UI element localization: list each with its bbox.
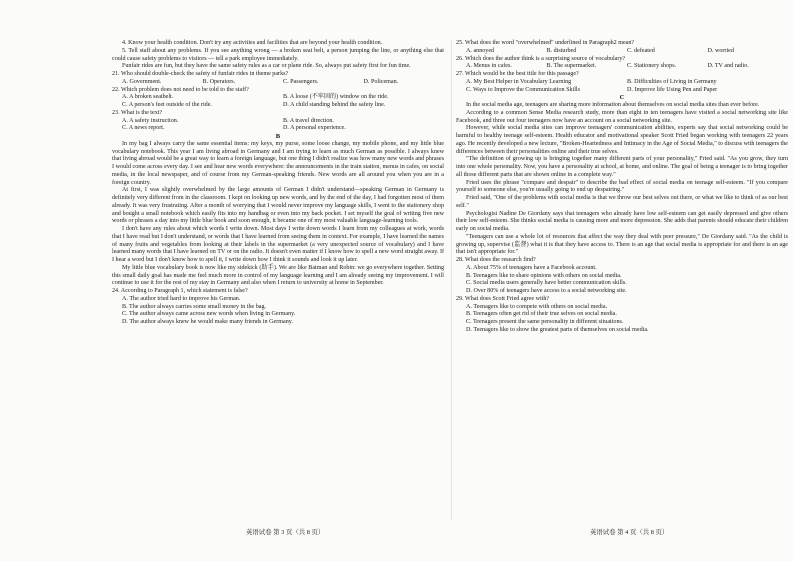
answer-option: D. worried: [707, 47, 734, 54]
answer-option: C. A news report.: [122, 125, 165, 132]
paragraph: My little blue vocabulary book is now like my sidekick (助手). We are like Batman and Robin: we go everywhere together. Setting this small daily goal has made me feel much more in control of my language learning and I am already seeing my improvement. I will continue to use it for the rest of my stay in Germany and also when I return to university at home in September.: [112, 264, 444, 287]
answer-option: A. Menus in cafes.: [466, 63, 512, 70]
question: 28. What does the research find?: [456, 257, 536, 263]
answer-option: B. The author always carries some small money in the bag.: [122, 303, 267, 310]
paragraph: At first, I was slightly overwhelmed by the large amounts of German I didn't understand—speaking German in Germany is definitely very different from in the classroom. I kept on looking up new words, and by the end of the day, I had forgotten most of them already. It was very frustrating. After a month of worrying that I would never improve my language skills, I went to the stationery shop and bought a small notebook which easily fits into my handbag or even into my back pocket. I set myself the goal of writing five new words or phrases a day into my little blue book and soon enough, it became one of my most valuable language-learning tools.: [112, 187, 444, 225]
answer-options: [456, 48, 788, 56]
question: 24. According to Paragraph 1, which statement is false?: [112, 288, 248, 294]
answer-option: A. About 75% of teenagers have a Facebook account.: [466, 264, 597, 271]
answer-options: [456, 63, 788, 71]
paragraph: I don't have any rules about which words I write down. Most days I write down words I learn from my colleagues at work, words that I have read but I don't understand, or words that I have learned from seeing them in context. For example, I have learned the names of many fruits and vegetables from looking at their labels in the supermarket (a very unexpected source of vocabulary) and I have learned many words that I have learned on TV or on the radio. It doesn't even matter if I know how to spell a new word straight away. If I hear a word but I don't know how to spell it, I write down how I think it sounds and look it up later.: [112, 226, 444, 263]
answer-option: B. The supermarket.: [546, 63, 597, 70]
answer-option: C. Stationery shops.: [627, 63, 677, 70]
page-divider: [451, 40, 452, 520]
answer-option: A. Teenagers like to compete with others on social media.: [466, 303, 608, 310]
page-4-column: [456, 40, 788, 335]
answer-options: [112, 125, 444, 133]
question: 23. What is the text?: [112, 109, 163, 116]
question: 29. What does Scott Fried agree with?: [456, 295, 550, 302]
question: 26. Which does the author think is a surprising source of vocabulary?: [456, 55, 626, 62]
answer-option: B. Operators.: [202, 78, 236, 85]
paragraph: 5. Tell staff about any problems. If you see anything wrong — a broken seat belt, a person jumping the line, or anything else that could cause safety problems to visitors — tell a park employee immediately.: [112, 47, 444, 62]
paragraph: In the social media age, teenagers are sharing more information about themselves on social media sites than ever before.: [466, 102, 760, 108]
answer-option: A. The author tried hard to improve his German.: [122, 295, 241, 302]
answer-option: C. The author always came across new words when living in Germany.: [122, 311, 296, 318]
answer-option: A. My Best Helper in Vocabulary Learning: [466, 78, 572, 85]
paragraph: "Teenagers can use a whole lot of resources that affect the way they deal with peer pressure," De Giordany said. "As the child is growing up, supervise (监督) what it is that they have access to. There is an age that social media is appropriate for and there is an age that isn't appropriate for.": [456, 233, 788, 256]
footer-page-4: 英语试卷 第 4 页（共 8 页）: [590, 529, 669, 536]
answer-options: [456, 79, 788, 87]
answer-option: D. Teenagers like to show the greatest parts of themselves on social media.: [466, 326, 649, 333]
answer-option: D. Policeman.: [363, 78, 399, 85]
paragraph: However, while social media sites can improve teenagers' communication abilities, experts say that social networking could be harmful to healthy teenage self-esteem. Health educator and motivational speaker Scott Fried began working with teenagers 22 years ago. He recently developed a new lecture, "Broken-Heartedness and Intimacy in the Age of Social Media," to discuss with teenagers the differences between their personalities online and their true selves.: [456, 125, 788, 155]
answer-option: D. TV and radio.: [707, 63, 749, 70]
answer-options: [112, 79, 444, 87]
question: 21. Who should double-check the safety of funfair rides in theme parks?: [112, 71, 289, 77]
answer-options: [456, 87, 788, 95]
answer-option: D. Improve life Using Pen and Paper: [627, 86, 718, 93]
answer-option: D. Over 80% of teenagers have access to a social networking site.: [466, 288, 627, 294]
answer-option: D. The author always knew he would make many friends in Germany.: [122, 319, 293, 325]
section-heading: C: [619, 94, 625, 102]
answer-options: [112, 102, 444, 110]
answer-option: C. Teenagers present the same personality in different situations.: [466, 319, 624, 325]
page-3-column: [112, 40, 444, 327]
answer-option: A. Government.: [122, 78, 162, 85]
answer-option: A. annoyed: [466, 47, 495, 54]
paragraph: Psychologist Nadine De Giordany says that teenagers who already have low self-esteem can get easily depressed and give others their low self-esteem. She thinks social media is causing more and more depression. She adds that parents should educate their children early on social media.: [456, 210, 788, 232]
answer-option: B. Teenagers like to share opinions with others on social media.: [466, 272, 622, 279]
answer-option: B. A loose (不牢固的) window on the ride.: [283, 94, 389, 101]
answer-option: A. A safety instruction.: [122, 117, 179, 124]
question: 22. Which problem does not need to be told to the staff?: [112, 86, 249, 93]
answer-option: B. Teenagers often get rid of their true selves on social media.: [466, 311, 617, 318]
answer-option: B. disturbed: [546, 47, 577, 54]
answer-option: C. A person's feet outside of the ride.: [122, 102, 212, 108]
paragraph: Funfair rides are fun, but they have the same safety rules as a car or plane ride. So, always put safety first for fun time.: [122, 63, 411, 70]
paragraph: Fried uses the phrase "compare and despair" to describe the bad effect of social media on teenage self-esteem. "If you compare yourself to someone else, you're usually going to end up despairing.": [456, 179, 788, 194]
answer-option: C. defeated: [627, 47, 655, 54]
paragraph: "The definition of growing up is bringing together many different parts of your personality," Fried said. "As you grow, they turn into one whole personality. Now, you have a personality at school, at home, and online. The goal of being a teenager is to bring together all those different parts that are shown online in a complete way.": [456, 156, 788, 178]
question: 25. What does the word "overwhelmed" underlined in Paragraph2 mean?: [456, 40, 635, 46]
answer-option: C. Passengers.: [283, 78, 319, 85]
paragraph: In my bag I always carry the same essential items: my keys, my purse, some loose change, my mobile phone, and my little blue vocabulary notebook. This year I am living abroad in Germany and I am trying to learn as much German as possible. I always knew that living abroad would be a great way to learn a foreign language, but one thing I didn't realize was how many new words and phrases I would come across every day. I see and hear new words everywhere: the announcements in the train station, menus in cafes, on social media, in the local newspaper, and of course from my German-speaking friends. New words are all around you when you are in a foreign country.: [112, 140, 444, 186]
answer-option: C. Social media users generally have better communication skills.: [466, 280, 627, 287]
question: 27. Which would be the best title for this passage?: [456, 71, 579, 77]
answer-option: B. Difficulties of Living in Germany: [627, 78, 717, 85]
answer-options: [112, 118, 444, 126]
answer-option: C. Ways to Improve the Communication Skills: [466, 86, 580, 93]
answer-option: B. A travel direction.: [283, 117, 334, 124]
answer-options: [112, 94, 444, 102]
paragraph: Fried said, "One of the problems with social media is that we throw our best selves out there, or what we like to think of as our best self.": [456, 195, 788, 209]
footer-page-3: 英语试卷 第 3 页（共 8 页）: [246, 529, 325, 536]
answer-option: A. A broken seatbelt.: [122, 94, 174, 101]
answer-option: D. A personal experience.: [283, 125, 346, 132]
answer-option: D. A child standing behind the safety line.: [283, 102, 386, 108]
paragraph: 4. Know your health condition. Don't try any activities and facilities that are beyond your health condition.: [122, 40, 383, 46]
paragraph: According to a common Sense Media research study, more than eight in ten teenagers have visited a social networking site like Facebook, and three out four teenagers now have an account on a social networking site.: [456, 109, 788, 124]
section-heading: B: [275, 133, 281, 140]
